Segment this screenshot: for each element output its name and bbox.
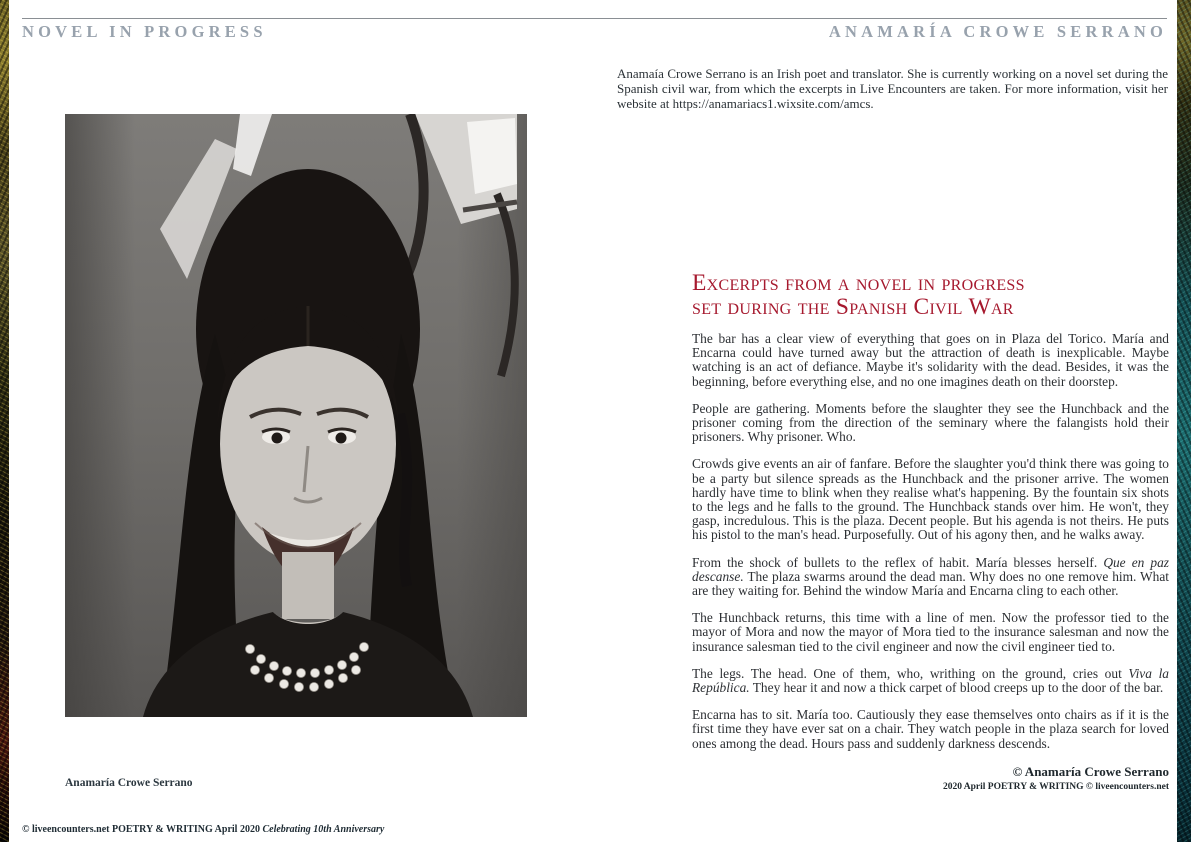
photo-caption: Anamaría Crowe Serrano — [65, 777, 193, 789]
article-paragraphs — [692, 332, 1169, 751]
article — [692, 272, 1169, 792]
mosaic-border-right — [1177, 0, 1191, 842]
article-title-line1: Excerpts from a novel in progress — [692, 270, 1025, 296]
footer-anniversary-text: Celebrating 10th Anniversary — [262, 824, 385, 835]
paragraph: Encarna has to sit. María too. Cautiously they ease themselves onto chairs as if it is the first time they have ever sat on a chair. They watch people in the plaza search for loved ones among the dead. Hours pass and suddenly darkness descends. — [692, 707, 1169, 751]
article-title-line2: set during the Spanish Civil War — [692, 293, 1014, 320]
paragraph: From the shock of bullets to the reflex of habit. María blesses herself. Que en paz descanse. The plaza swarms around the dead man. Why does no one remove him. What are they waiting for. Behind the window María and Encarna cling to each other. — [692, 554, 1169, 599]
portrait-photo — [65, 114, 527, 717]
footer-imprint — [22, 824, 384, 835]
paragraph: The legs. The head. One of them, who, writhing on the ground, cries out Viva la República. They hear it and now a thick carpet of blood creeps up to the door of the bar. — [692, 665, 1169, 696]
issue-credit: 2020 April POETRY & WRITING © liveencounters.net — [942, 781, 1169, 792]
footer-imprint-text: © liveencounters.net POETRY & WRITING April 2020 — [22, 824, 263, 835]
paragraph: Crowds give events an air of fanfare. Before the slaughter you'd think there was going to be a party but silence spreads as the Hunchback and the prisoner arrive. The women hardly have time to blink when they realise what's happening. By the fountain six shots to the legs and he falls to the ground. The Hunchback stands over him. He won't, they gasp, incredulous. This is the plaza. Decent people. But his agenda is not theirs. He puts his pistol to the man's head. Purposefully. Out of his agony then, and he walks away. — [692, 456, 1169, 543]
author-credit: © Anamaría Crowe Serrano — [1012, 763, 1169, 779]
author-name-header: ANAMARÍA CROWE SERRANO — [828, 22, 1167, 41]
page-header — [22, 22, 1167, 42]
section-title: NOVEL IN PROGRESS — [22, 22, 267, 41]
article-title — [692, 272, 1169, 319]
portrait-figure — [65, 114, 527, 717]
paragraph: People are gathering. Moments before the slaughter they see the Hunchback and the prisoner coming from the direction of the seminary where the falangists hold their prisoners. Why prisoner. Who. — [692, 400, 1169, 445]
paragraph: The Hunchback returns, this time with a line of men. Now the professor tied to the mayor of Mora and now the mayor of Mora tied to the insurance salesman and now the insurance salesman tied to the civil engineer and now the civil engineer tied to. — [692, 610, 1169, 654]
header-rule — [22, 18, 1167, 19]
mosaic-border-left — [0, 0, 9, 842]
author-bio: Anamaía Crowe Serrano is an Irish poet and translator. She is currently working on a novel set during the Spanish civil war, from which the excerpts in Live Encounters are taken. For more information, visit her website at https://anamariacs1.wixsite.com/amcs. — [617, 66, 1168, 111]
paragraph: The bar has a clear view of everything that goes on in Plaza del Torico. María and Encarna could have turned away but the attraction of death is inexplicable. Maybe watching is an act of defiance. Maybe it's solidarity with the dead. Besides, it was the beginning, before everything else, and no one imagines death on their doorstep. — [692, 331, 1169, 389]
